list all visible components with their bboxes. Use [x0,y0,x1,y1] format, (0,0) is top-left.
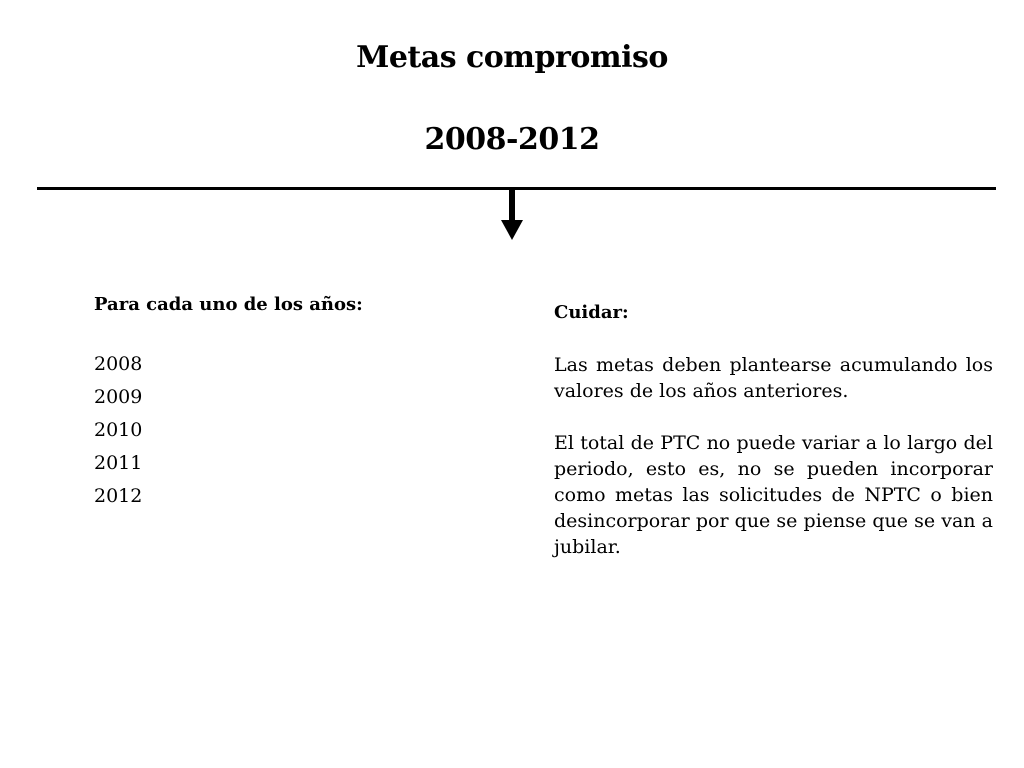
year-item: 2011 [94,452,143,474]
slide-period: 2008-2012 [424,122,600,157]
years-heading: Para cada uno de los años: [94,294,363,315]
slide-title: Metas compromiso [356,40,668,75]
caution-paragraph: Las metas deben plantearse acumulando los valores de los años anteriores. [554,354,993,402]
caution-paragraph: El total de PTC no puede variar a lo largo del periodo, esto es, no se pueden incorporar como metas las solicitudes de NPTC o bien desincorporar por que se piense que se van a jubilar. [554,432,993,558]
down-arrow-icon [500,189,524,241]
year-item: 2009 [94,386,143,408]
years-section [94,292,474,513]
caution-heading: Cuidar: [554,302,629,323]
year-item: 2008 [94,353,143,375]
year-list [94,348,474,513]
year-item: 2010 [94,419,143,441]
year-item: 2012 [94,485,143,507]
caution-section [554,300,993,560]
